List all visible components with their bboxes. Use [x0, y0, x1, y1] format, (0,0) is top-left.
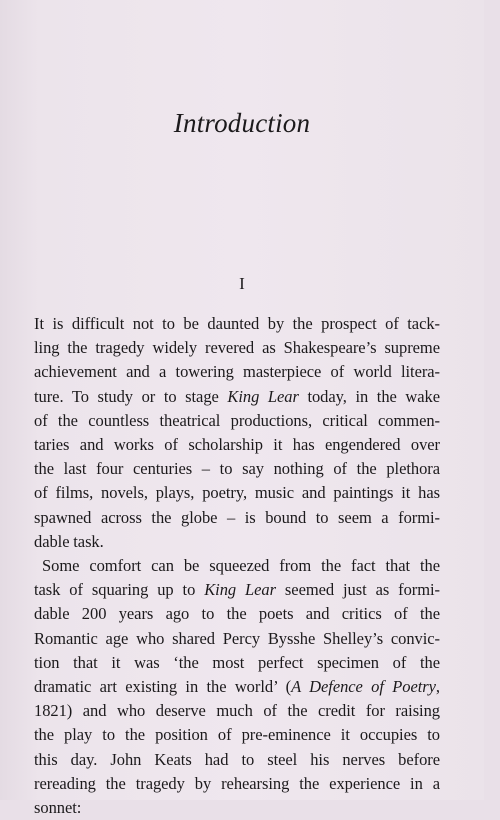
text-line: this day. John Keats had to steel his nerves before	[34, 749, 440, 769]
text-line: dable task.	[34, 531, 104, 551]
text-line: ture. To study or to stage King Lear today, in the wake	[34, 386, 440, 406]
text-line: rereading the tragedy by rehearsing the experience in a	[34, 773, 440, 793]
text-line: Romantic age who shared Percy Bysshe Shelley’s convic-	[34, 628, 440, 648]
text-line: Some comfort can be squeezed from the fact that the	[42, 556, 440, 576]
text-line: of the countless theatrical productions, critical commen-	[34, 410, 440, 430]
text-line: 1821) and who deserve much of the credit for raising	[34, 701, 440, 721]
show-through-texture	[60, 38, 500, 62]
text-line: achievement and a towering masterpiece of world litera-	[34, 362, 440, 382]
text-line: task of squaring up to King Lear seemed just as formi-	[34, 580, 441, 600]
page-title: Introduction	[173, 108, 311, 138]
text-line: the play to the position of pre-eminence it occupies to	[34, 725, 440, 745]
play-title: King Lear	[204, 580, 276, 600]
text-line: tion that it was ‘the most perfect specimen of the	[34, 652, 440, 672]
text-line: spawned across the globe – is bound to seem a formi-	[34, 507, 440, 527]
text-line: the last four centuries – to say nothing of the plethora	[34, 459, 440, 479]
work-title: A Defence of Poetry	[291, 677, 436, 697]
play-title: King Lear	[227, 386, 299, 406]
section-numeral: I	[239, 274, 245, 293]
text-line: dable 200 years ago to the poets and critics of the	[34, 604, 440, 624]
text-line: taries and works of scholarship it has engendered over	[34, 435, 440, 455]
text-line: ling the tragedy widely revered as Shakespeare’s supreme	[34, 338, 440, 358]
text-line: dramatic art existing in the world’ (A Defence of Poetry,	[34, 677, 440, 697]
text-line: It is difficult not to be daunted by the prospect of tack-	[34, 314, 440, 333]
body-text	[34, 312, 440, 820]
text-line: sonnet:	[34, 798, 82, 818]
text-line: of films, novels, plays, poetry, music and paintings it has	[34, 483, 440, 503]
